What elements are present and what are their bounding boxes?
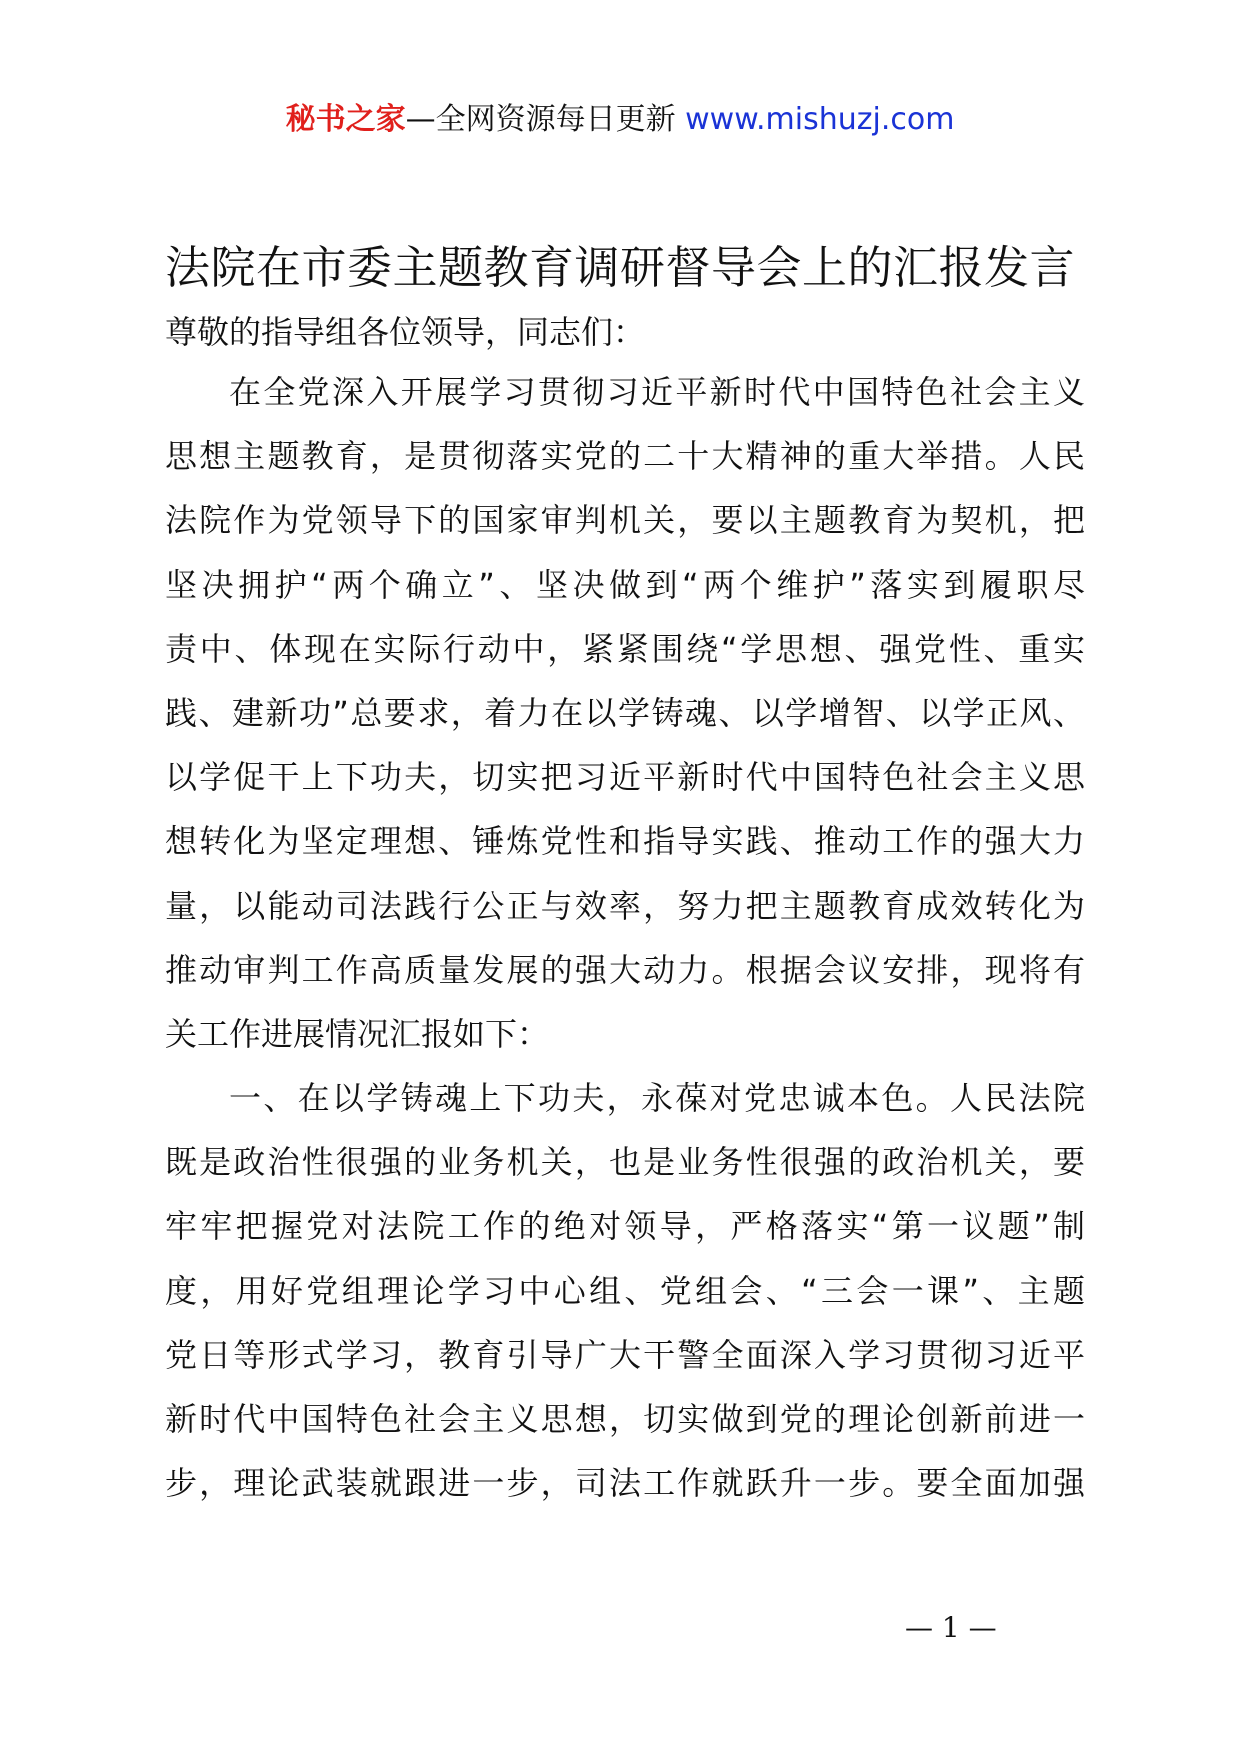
body-line: 践、建新功”总要求，着力在以学铸魂、以学增智、以学正风、 <box>165 693 1085 732</box>
document-body <box>165 370 1085 1525</box>
site-banner <box>0 100 1240 140</box>
body-line: 以学促干上下功夫，切实把习近平新时代中国特色社会主义思 <box>165 758 1085 797</box>
body-line: 新时代中国特色社会主义思想，切实做到党的理论创新前进一 <box>165 1400 1085 1438</box>
document-title: 法院在市委主题教育调研督导会上的汇报发言 <box>165 241 1076 294</box>
body-line: 坚决拥护“两个确立”、坚决做到“两个维护”落实到履职尽 <box>165 565 1085 604</box>
body-line: 既是政治性很强的业务机关，也是业务性很强的政治机关，要 <box>165 1143 1085 1182</box>
body-line: 责中、体现在实际行动中，紧紧围绕“学思想、强党性、重实 <box>165 629 1085 668</box>
page-number: — 1 — <box>905 1611 997 1644</box>
body-line: 法院作为党领导下的国家审判机关，要以主题教育为契机，把 <box>165 501 1085 540</box>
body-line: 牢牢把握党对法院工作的绝对领导，严格落实“第一议题”制 <box>165 1207 1085 1246</box>
body-line: 度，用好党组理论学习中心组、党组会、“三会一课”、主题 <box>165 1271 1085 1310</box>
salutation: 尊敬的指导组各位领导，同志们： <box>165 313 646 351</box>
site-url-link[interactable]: www.mishuzj.com <box>685 102 955 137</box>
site-brand: 秘书之家 <box>285 102 406 137</box>
section-heading-line: 一、在以学铸魂上下功夫，永葆对党忠诚本色。人民法院 <box>229 1079 1085 1118</box>
site-tagline: —全网资源每日更新 <box>405 102 686 137</box>
body-line: 步，理论武装就跟进一步，司法工作就跃升一步。要全面加强 <box>165 1464 1085 1503</box>
body-line: 关工作进展情况汇报如下： <box>165 1014 550 1053</box>
body-line: 量，以能动司法践行公正与效率，努力把主题教育成效转化为 <box>165 886 1085 925</box>
body-line: 在全党深入开展学习贯彻习近平新时代中国特色社会主义 <box>229 373 1085 411</box>
body-line: 想转化为坚定理想、锤炼党性和指导实践、推动工作的强大力 <box>165 822 1085 861</box>
body-line: 党日等形式学习，教育引导广大干警全面深入学习贯彻习近平 <box>165 1335 1085 1374</box>
body-line: 推动审判工作高质量发展的强大动力。根据会议安排，现将有 <box>165 950 1085 989</box>
body-line: 思想主题教育，是贯彻落实党的二十大精神的重大举措。人民 <box>165 437 1085 476</box>
